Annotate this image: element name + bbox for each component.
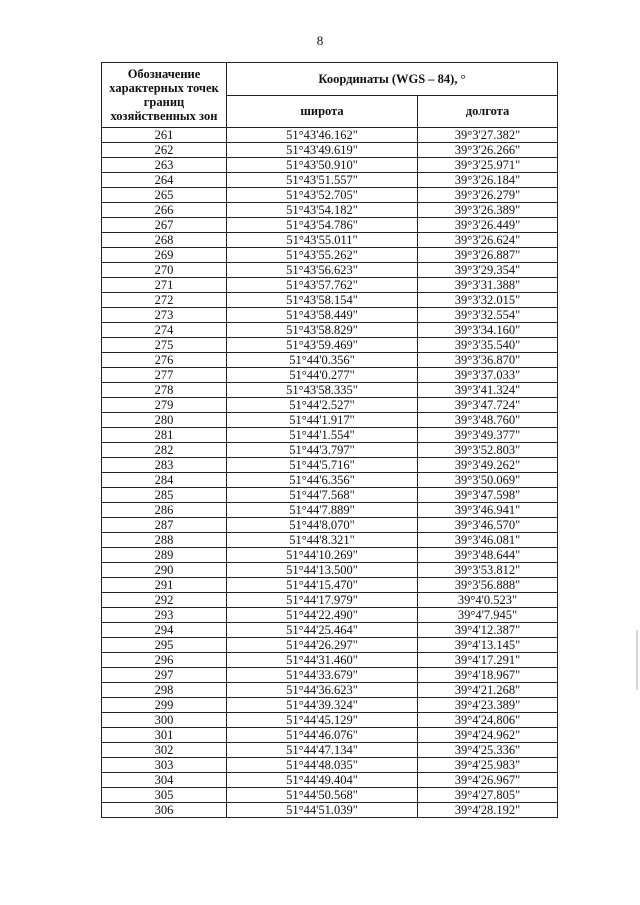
point-number-cell: 297 [102, 668, 227, 683]
point-number-cell: 306 [102, 803, 227, 818]
longitude-cell: 39°3'49.377" [418, 428, 558, 443]
table-row [102, 158, 558, 173]
longitude-cell: 39°3'26.887" [418, 248, 558, 263]
latitude-cell: 51°44'45.129" [227, 713, 418, 728]
latitude-cell: 51°44'2.527" [227, 398, 418, 413]
table-row [102, 293, 558, 308]
point-column-header: Обозначение характерных точек границ хозяйственных зон [102, 63, 227, 128]
point-number-cell: 299 [102, 698, 227, 713]
point-number-cell: 286 [102, 503, 227, 518]
table-row [102, 653, 558, 668]
point-number-cell: 302 [102, 743, 227, 758]
point-number-cell: 304 [102, 773, 227, 788]
point-number-cell: 266 [102, 203, 227, 218]
latitude-cell: 51°44'50.568" [227, 788, 418, 803]
point-number-cell: 268 [102, 233, 227, 248]
latitude-cell: 51°43'59.469" [227, 338, 418, 353]
latitude-cell: 51°44'36.623" [227, 683, 418, 698]
point-number-cell: 281 [102, 428, 227, 443]
latitude-cell: 51°44'8.070" [227, 518, 418, 533]
latitude-cell: 51°43'58.449" [227, 308, 418, 323]
table-row [102, 473, 558, 488]
table-row [102, 428, 558, 443]
point-number-cell: 275 [102, 338, 227, 353]
latitude-cell: 51°44'15.470" [227, 578, 418, 593]
table-row [102, 548, 558, 563]
longitude-cell: 39°4'28.192" [418, 803, 558, 818]
longitude-cell: 39°3'56.888" [418, 578, 558, 593]
point-number-cell: 271 [102, 278, 227, 293]
latitude-cell: 51°43'54.182" [227, 203, 418, 218]
latitude-cell: 51°43'49.619" [227, 143, 418, 158]
point-number-cell: 300 [102, 713, 227, 728]
table-body [102, 128, 558, 818]
latitude-cell: 51°44'10.269" [227, 548, 418, 563]
table-row [102, 788, 558, 803]
table-row [102, 563, 558, 578]
longitude-cell: 39°3'26.266" [418, 143, 558, 158]
longitude-cell: 39°3'32.015" [418, 293, 558, 308]
point-number-cell: 287 [102, 518, 227, 533]
latitude-cell: 51°44'3.797" [227, 443, 418, 458]
latitude-cell: 51°43'51.557" [227, 173, 418, 188]
latitude-cell: 51°44'0.277" [227, 368, 418, 383]
table-row [102, 488, 558, 503]
latitude-cell: 51°43'56.623" [227, 263, 418, 278]
table-row [102, 278, 558, 293]
point-number-cell: 272 [102, 293, 227, 308]
table-row [102, 683, 558, 698]
table-row [102, 353, 558, 368]
point-number-cell: 278 [102, 383, 227, 398]
point-number-cell: 276 [102, 353, 227, 368]
longitude-cell: 39°3'41.324" [418, 383, 558, 398]
table-row [102, 773, 558, 788]
longitude-cell: 39°4'24.962" [418, 728, 558, 743]
point-number-cell: 273 [102, 308, 227, 323]
table-row [102, 533, 558, 548]
latitude-cell: 51°43'57.762" [227, 278, 418, 293]
table-row [102, 188, 558, 203]
longitude-cell: 39°4'25.983" [418, 758, 558, 773]
table-row [102, 593, 558, 608]
latitude-cell: 51°43'52.705" [227, 188, 418, 203]
longitude-cell: 39°3'26.279" [418, 188, 558, 203]
latitude-cell: 51°44'5.716" [227, 458, 418, 473]
latitude-cell: 51°44'7.889" [227, 503, 418, 518]
table-row [102, 803, 558, 818]
table-row [102, 668, 558, 683]
point-number-cell: 288 [102, 533, 227, 548]
longitude-cell: 39°3'48.644" [418, 548, 558, 563]
point-number-cell: 294 [102, 623, 227, 638]
point-number-cell: 264 [102, 173, 227, 188]
table-row [102, 233, 558, 248]
point-number-cell: 263 [102, 158, 227, 173]
longitude-cell: 39°3'32.554" [418, 308, 558, 323]
point-number-cell: 298 [102, 683, 227, 698]
latitude-cell: 51°44'8.321" [227, 533, 418, 548]
longitude-cell: 39°3'26.624" [418, 233, 558, 248]
point-number-cell: 267 [102, 218, 227, 233]
longitude-cell: 39°4'27.805" [418, 788, 558, 803]
longitude-cell: 39°3'36.870" [418, 353, 558, 368]
latitude-cell: 51°43'46.162" [227, 128, 418, 143]
table-row [102, 218, 558, 233]
point-number-cell: 265 [102, 188, 227, 203]
table-row [102, 398, 558, 413]
latitude-cell: 51°43'55.011" [227, 233, 418, 248]
longitude-cell: 39°3'52.803" [418, 443, 558, 458]
table-row [102, 728, 558, 743]
point-number-cell: 262 [102, 143, 227, 158]
point-number-cell: 269 [102, 248, 227, 263]
table-row [102, 263, 558, 278]
longitude-cell: 39°3'27.382" [418, 128, 558, 143]
point-number-cell: 295 [102, 638, 227, 653]
point-number-cell: 301 [102, 728, 227, 743]
table-row [102, 638, 558, 653]
latitude-cell: 51°44'51.039" [227, 803, 418, 818]
latitude-cell: 51°44'7.568" [227, 488, 418, 503]
longitude-cell: 39°4'18.967" [418, 668, 558, 683]
point-number-cell: 283 [102, 458, 227, 473]
latitude-cell: 51°43'50.910" [227, 158, 418, 173]
point-number-cell: 277 [102, 368, 227, 383]
latitude-cell: 51°44'1.917" [227, 413, 418, 428]
point-number-cell: 291 [102, 578, 227, 593]
longitude-cell: 39°4'7.945" [418, 608, 558, 623]
longitude-cell: 39°4'23.389" [418, 698, 558, 713]
longitude-cell: 39°3'26.449" [418, 218, 558, 233]
latitude-cell: 51°44'47.134" [227, 743, 418, 758]
longitude-cell: 39°3'47.598" [418, 488, 558, 503]
point-number-cell: 274 [102, 323, 227, 338]
longitude-cell: 39°4'25.336" [418, 743, 558, 758]
latitude-cell: 51°44'39.324" [227, 698, 418, 713]
coordinates-table [101, 62, 558, 818]
latitude-cell: 51°44'49.404" [227, 773, 418, 788]
coordinates-column-header: Координаты (WGS – 84), ° [227, 63, 558, 96]
table-row [102, 368, 558, 383]
point-number-cell: 305 [102, 788, 227, 803]
longitude-cell: 39°3'50.069" [418, 473, 558, 488]
table-row [102, 623, 558, 638]
longitude-cell: 39°3'31.388" [418, 278, 558, 293]
latitude-cell: 51°44'31.460" [227, 653, 418, 668]
point-number-cell: 279 [102, 398, 227, 413]
longitude-cell: 39°3'49.262" [418, 458, 558, 473]
point-number-cell: 284 [102, 473, 227, 488]
table-row [102, 143, 558, 158]
scan-edge-mark [636, 630, 638, 690]
table-row [102, 698, 558, 713]
longitude-cell: 39°3'35.540" [418, 338, 558, 353]
table-row [102, 578, 558, 593]
table-row [102, 758, 558, 773]
longitude-cell: 39°3'26.389" [418, 203, 558, 218]
point-number-cell: 261 [102, 128, 227, 143]
table-row [102, 413, 558, 428]
table-row [102, 713, 558, 728]
latitude-cell: 51°44'1.554" [227, 428, 418, 443]
latitude-cell: 51°44'26.297" [227, 638, 418, 653]
longitude-cell: 39°3'46.081" [418, 533, 558, 548]
longitude-cell: 39°3'53.812" [418, 563, 558, 578]
longitude-column-header: долгота [418, 95, 558, 128]
table-row [102, 458, 558, 473]
latitude-cell: 51°44'17.979" [227, 593, 418, 608]
point-number-cell: 280 [102, 413, 227, 428]
page-number: 8 [316, 33, 324, 48]
point-number-cell: 289 [102, 548, 227, 563]
table-row [102, 128, 558, 143]
point-number-cell: 292 [102, 593, 227, 608]
longitude-cell: 39°3'48.760" [418, 413, 558, 428]
longitude-cell: 39°4'21.268" [418, 683, 558, 698]
point-number-cell: 290 [102, 563, 227, 578]
point-number-cell: 293 [102, 608, 227, 623]
latitude-cell: 51°43'55.262" [227, 248, 418, 263]
latitude-cell: 51°43'58.335" [227, 383, 418, 398]
longitude-cell: 39°3'46.941" [418, 503, 558, 518]
longitude-cell: 39°4'13.145" [418, 638, 558, 653]
latitude-cell: 51°44'33.679" [227, 668, 418, 683]
latitude-cell: 51°44'22.490" [227, 608, 418, 623]
latitude-cell: 51°44'48.035" [227, 758, 418, 773]
table-row [102, 608, 558, 623]
point-number-cell: 285 [102, 488, 227, 503]
latitude-cell: 51°44'0.356" [227, 353, 418, 368]
table-row [102, 518, 558, 533]
point-number-cell: 296 [102, 653, 227, 668]
latitude-cell: 51°44'46.076" [227, 728, 418, 743]
table-row [102, 308, 558, 323]
point-number-cell: 270 [102, 263, 227, 278]
longitude-cell: 39°3'25.971" [418, 158, 558, 173]
table-row [102, 203, 558, 218]
latitude-column-header: широта [227, 95, 418, 128]
latitude-cell: 51°43'58.829" [227, 323, 418, 338]
latitude-cell: 51°43'58.154" [227, 293, 418, 308]
longitude-cell: 39°4'12.387" [418, 623, 558, 638]
point-number-cell: 303 [102, 758, 227, 773]
longitude-cell: 39°3'37.033" [418, 368, 558, 383]
latitude-cell: 51°44'6.356" [227, 473, 418, 488]
longitude-cell: 39°3'34.160" [418, 323, 558, 338]
table-row [102, 323, 558, 338]
table-row [102, 743, 558, 758]
longitude-cell: 39°4'26.967" [418, 773, 558, 788]
longitude-cell: 39°4'0.523" [418, 593, 558, 608]
table-row [102, 443, 558, 458]
longitude-cell: 39°4'17.291" [418, 653, 558, 668]
longitude-cell: 39°3'46.570" [418, 518, 558, 533]
longitude-cell: 39°3'47.724" [418, 398, 558, 413]
table-row [102, 503, 558, 518]
latitude-cell: 51°44'13.500" [227, 563, 418, 578]
table-row [102, 383, 558, 398]
latitude-cell: 51°43'54.786" [227, 218, 418, 233]
point-number-cell: 282 [102, 443, 227, 458]
table-row [102, 173, 558, 188]
longitude-cell: 39°4'24.806" [418, 713, 558, 728]
latitude-cell: 51°44'25.464" [227, 623, 418, 638]
longitude-cell: 39°3'29.354" [418, 263, 558, 278]
table-row [102, 248, 558, 263]
table-row [102, 338, 558, 353]
longitude-cell: 39°3'26.184" [418, 173, 558, 188]
